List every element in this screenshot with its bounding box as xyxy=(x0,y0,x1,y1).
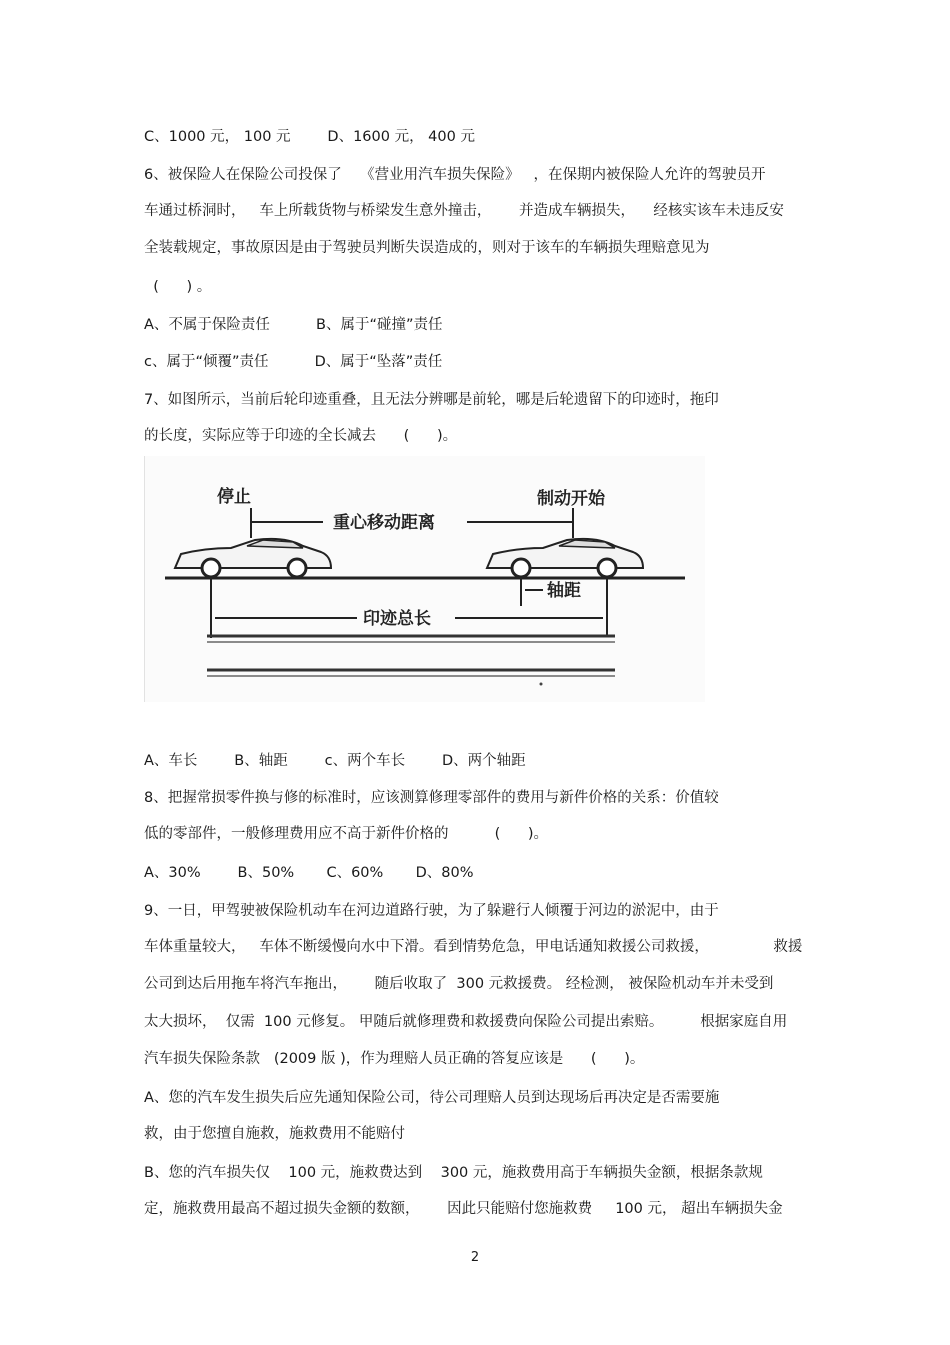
label-total-length: 印迹总长 xyxy=(363,609,431,629)
speck xyxy=(540,683,543,686)
label-brake-start: 制动开始 xyxy=(537,489,605,509)
skid-mark-diagram xyxy=(144,456,705,702)
question-7-line-2: 的长度，实际应等于印迹的全长减去 ( )。 xyxy=(144,428,458,444)
question-7-options: A、车长 B、轴距 c、两个车长 D、两个轴距 xyxy=(144,753,526,769)
question-9-option-b-line-2: 定，施救费用最高不超过损失金额的数额， 因此只能赔付您施救费 100 元， 超出车辆损失金 xyxy=(144,1201,783,1217)
question-9-line-3: 公司到达后用拖车将汽车拖出， 随后收取了 300 元救援费。 经检测， 被保险机动车并未受到 xyxy=(144,976,774,992)
question-8-line-1: 8、把握常损零件换与修的标准时，应该测算修理零部件的费用与新件价格的关系：价值较 xyxy=(144,790,719,806)
option-line-c-d: C、1000 元， 100 元 D、1600 元， 400 元 xyxy=(144,129,475,145)
car-brake-start xyxy=(487,539,643,577)
page-number: 2 xyxy=(470,1250,480,1265)
car-stopped xyxy=(175,539,331,577)
question-6-line-3: 全装载规定，事故原因是由于驾驶员判断失误造成的，则对于该车的车辆损失理赔意见为 xyxy=(144,240,710,256)
label-cg-distance: 重心移动距离 xyxy=(333,513,435,533)
question-8-line-2: 低的零部件，一般修理费用应不高于新件价格的 ( )。 xyxy=(144,826,549,842)
question-9-option-a-line-2: 救，由于您擅自施救，施救费用不能赔付 xyxy=(144,1126,405,1142)
question-9-line-1: 9、一日，甲驾驶被保险机动车在河边道路行驶，为了躲避行人倾覆于河边的淤泥中，由于 xyxy=(144,903,719,919)
question-6-options-cd: c、属于“倾覆”责任 D、属于“坠落”责任 xyxy=(144,354,443,370)
question-6-blank: ( ) 。 xyxy=(144,279,212,295)
question-9-option-a-line-1: A、您的汽车发生损失后应先通知保险公司，待公司理赔人员到达现场后再决定是否需要施 xyxy=(144,1090,720,1106)
question-7-line-1: 7、如图所示，当前后轮印迹重叠，且无法分辨哪是前轮，哪是后轮遗留下的印迹时，拖印 xyxy=(144,392,719,408)
question-8-options: A、30% B、50% C、60% D、80% xyxy=(144,865,474,881)
question-6-options-ab: A、不属于保险责任 B、属于“碰撞”责任 xyxy=(144,317,443,333)
question-9-line-4: 太大损坏， 仅需 100 元修复。 甲随后就修理费和救援费向保险公司提出索赔。 根据家庭自用 xyxy=(144,1014,788,1030)
label-stop: 停止 xyxy=(217,487,251,507)
question-9-line-5: 汽车损失保险条款 (2009 版 )，作为理赔人员正确的答复应该是 ( )。 xyxy=(144,1051,645,1067)
label-wheelbase: 轴距 xyxy=(547,581,581,601)
diagram-svg xyxy=(145,456,705,702)
question-9-option-b-line-1: B、您的汽车损失仅 100 元，施救费达到 300 元，施救费用高于车辆损失金额，根据条款规 xyxy=(144,1165,763,1181)
question-6-line-2: 车通过桥洞时， 车上所载货物与桥梁发生意外撞击， 并造成车辆损失， 经核实该车未违反安 xyxy=(144,203,784,219)
question-6-line-1: 6、被保险人在保险公司投保了 《营业用汽车损失保险》 ，在保期内被保险人允许的驾驶员开 xyxy=(144,167,766,183)
question-9-line-2: 车体重量较大， 车体不断缓慢向水中下滑。看到情势危急，甲电话通知救援公司救援， 救援 xyxy=(144,939,803,955)
